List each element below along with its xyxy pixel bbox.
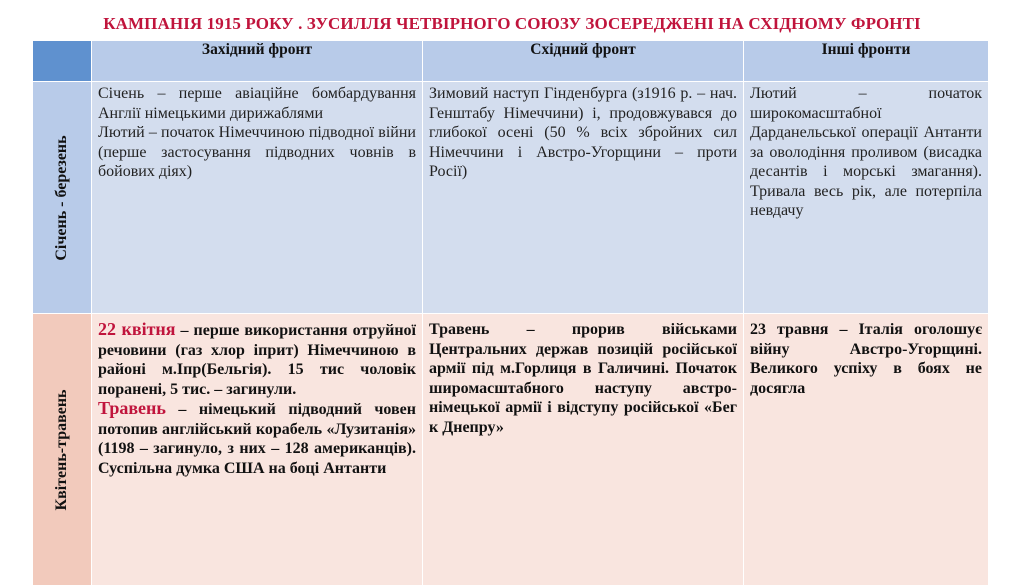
event-text: Зимовий наступ Гінденбурга (з1916 р. – нач. Генштабу Німеччини) і, продовжувався до глибокої осені (50 % всіх збройних сил Німеччини і Австро-Угорщини – проти Росії) xyxy=(429,85,737,180)
header-east-front: Східний фронт xyxy=(423,41,744,82)
table-row xyxy=(33,82,989,314)
east-cell xyxy=(423,82,744,314)
header-row xyxy=(33,41,989,82)
west-cell xyxy=(92,314,423,586)
other-cell xyxy=(744,314,989,586)
event-text: Травень – прорив військами Центральних держав позицій російської армії під м.Горлиця в Галичині. Початок широмасштабного наступу австро-німецької армії і відступу російської «Бег к Днепру» xyxy=(429,321,737,436)
header-corner xyxy=(33,41,92,82)
east-cell xyxy=(423,586,744,587)
page-title: КАМПАНІЯ 1915 РОКУ . ЗУСИЛЛЯ ЧЕТВІРНОГО СОЮЗУ ЗОСЕРЕДЖЕНІ НА СХІДНОМУ ФРОНТІ xyxy=(103,14,921,33)
other-cell xyxy=(744,82,989,314)
period-cell xyxy=(33,586,92,587)
event-text: Травень – німецький підводний човен потопив англійський корабель «Лузитанія» (1198 – загинуло, з них – 128 американців). Суспільна думка США на боці Антанти xyxy=(98,398,416,477)
west-cell xyxy=(92,586,423,587)
other-cell xyxy=(744,586,989,587)
highlight-date: Травень xyxy=(98,398,166,418)
event-text: Лютий – початок широкомасштабної Дарданельської операції Антанти за оволодіння проливом (висадка десантів і морські змагання). Тривала весь рік, але потерпіла невдачу xyxy=(750,85,982,219)
period-cell xyxy=(33,82,92,314)
table-row xyxy=(33,314,989,586)
highlight-date: 22 квітня xyxy=(98,319,176,339)
event-text: Січень – перше авіаційне бомбардування Англії німецькими дирижаблями xyxy=(98,85,416,122)
header-other-fronts: Інші фронти xyxy=(744,41,989,82)
period-label: Квітень-травень xyxy=(53,388,70,511)
period-label: Січень - березень xyxy=(53,134,70,261)
east-cell xyxy=(423,314,744,586)
event-text: Лютий – початок Німеччиною підводної війни (перше застосування підводних човнів в бойових діях) xyxy=(98,124,416,180)
period-cell xyxy=(33,314,92,586)
campaign-table xyxy=(32,40,989,587)
table-row xyxy=(33,586,989,587)
event-text: 22 квітня – перше використання отруйної речовини (газ хлор іприт) Німеччиною в районі м.Іпр(Бельгія). 15 тис чоловік поранені, 5 тис. – загинули. xyxy=(98,319,416,398)
header-west-front: Західний фронт xyxy=(92,41,423,82)
west-cell xyxy=(92,82,423,314)
event-text: 23 травня – Італія оголошує війну Австро-Угорщині. Великого успіху в боях не досягла xyxy=(750,321,982,397)
